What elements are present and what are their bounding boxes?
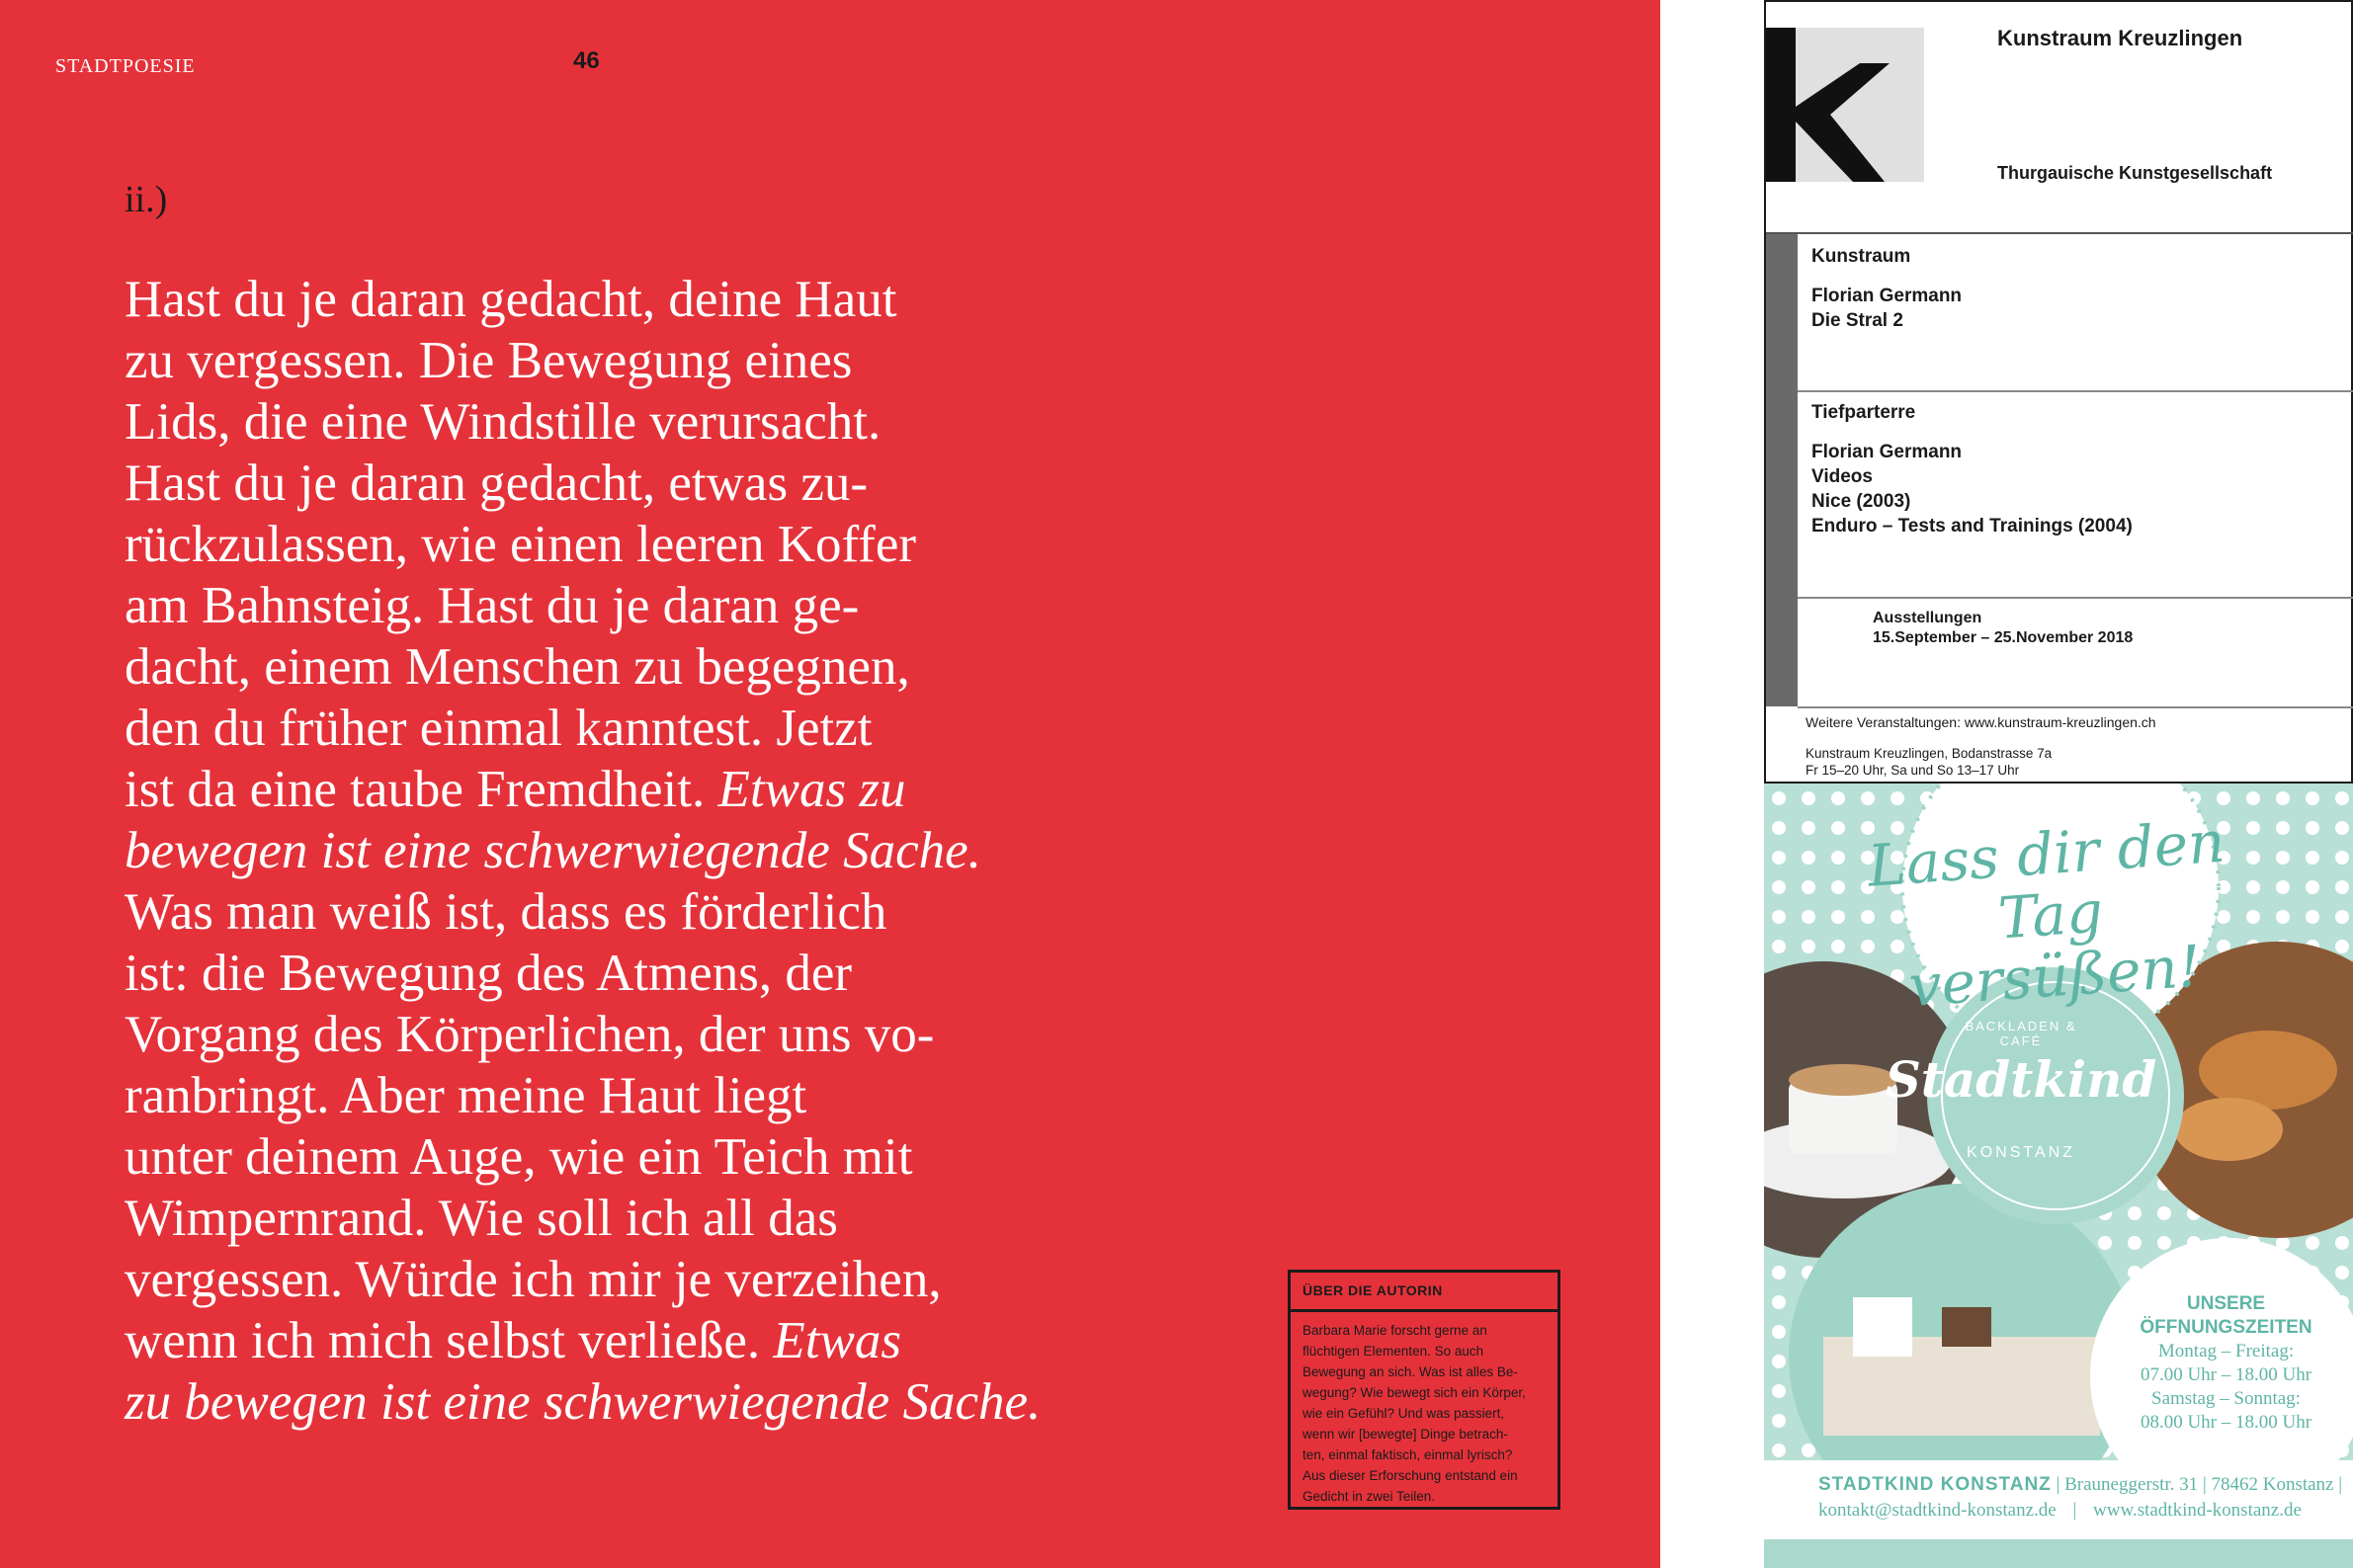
author-bio-line: flüchtigen Elementen. So auch: [1303, 1344, 1484, 1359]
exhibition-line: Nice (2003): [1811, 491, 1911, 512]
poem-line: [125, 269, 1053, 330]
hours-title-line: ÖFFNUNGSZEITEN: [2140, 1317, 2312, 1338]
poem-line-text: Wimpernrand. Wie soll ich all das: [125, 1190, 838, 1247]
poem-line-text: dacht, einem Menschen zu begegnen,: [125, 638, 910, 696]
poem-line: [125, 820, 1053, 881]
author-info-box: [1288, 1270, 1560, 1510]
author-bio-line: Aus dieser Erforschung entstand ein: [1303, 1468, 1518, 1483]
poem-line: [125, 575, 1053, 636]
footer-street: | Brauneggerstr. 31 | 78462 Konstanz |: [2056, 1474, 2343, 1495]
poem-line: [125, 1371, 1053, 1433]
footer-contact: [1818, 1500, 2302, 1522]
stadtkind-footer: [1764, 1460, 2353, 1568]
author-box-title: ÜBER DIE AUTORIN: [1291, 1273, 1557, 1312]
poem-line-text: Vorgang des Körperlichen, der uns vo-: [125, 1006, 935, 1063]
hours-line: Montag – Freitag:: [2157, 1341, 2295, 1362]
stadtkind-advertisement: [1764, 784, 2353, 1568]
page-number: 46: [573, 47, 600, 74]
footer-email[interactable]: kontakt@stadtkind-konstanz.de: [1818, 1500, 2057, 1521]
section-title: Tiefparterre: [1811, 402, 1916, 423]
exhibition-dates: [1873, 609, 2133, 648]
divider: [1798, 597, 2353, 599]
kunstraum-advertisement: [1764, 0, 2353, 784]
poem-text: [125, 269, 1053, 1433]
divider: [1798, 390, 2353, 392]
poem-line-text: Hast du je daran gedacht, deine Haut: [125, 271, 897, 328]
poem-line: [125, 514, 1053, 575]
hours-title-line: UNSERE: [2186, 1293, 2266, 1314]
poem-line: [125, 943, 1053, 1004]
poem-line: [125, 1004, 1053, 1065]
poem-line-text: vergessen. Würde ich mir je verzeihen,: [125, 1251, 942, 1308]
footer-address: [1818, 1474, 2342, 1496]
poem-line: [125, 1310, 1053, 1371]
poem-line-text: wenn ich mich selbst verließe.: [125, 1312, 761, 1369]
footer-website[interactable]: www.stadtkind-konstanz.de: [2093, 1500, 2302, 1521]
footer-separator: |: [2072, 1500, 2077, 1521]
poem-line: [125, 453, 1053, 514]
divider: [1766, 232, 2353, 234]
poem-line-text: den du früher einmal kanntest. Jetzt: [125, 700, 873, 757]
poem-line-text: ist: die Bewegung des Atmens, der: [125, 945, 852, 1002]
hours-line: Samstag – Sonntag:: [2151, 1388, 2301, 1409]
author-bio-line: wie ein Gefühl? Und was passiert,: [1303, 1406, 1505, 1421]
divider: [1798, 706, 2353, 708]
poem-line: [125, 330, 1053, 391]
author-box-body: [1291, 1312, 1557, 1507]
poem-line: [125, 391, 1053, 453]
poem-line-text: am Bahnsteig. Hast du je daran ge-: [125, 577, 860, 634]
k-logo-icon: [1766, 28, 1924, 182]
section-title: Kunstraum: [1811, 246, 1911, 267]
poem-line-text: bewegen ist eine schwerwiegende Sache.: [125, 822, 981, 879]
author-bio-line: Gedicht in zwei Teilen.: [1303, 1489, 1436, 1504]
footer-brand-name: STADTKIND KONSTANZ: [1818, 1474, 2052, 1495]
address-line: Kunstraum Kreuzlingen, Bodanstrasse 7a: [1806, 746, 2053, 761]
poem-line: [125, 881, 1053, 943]
poem-line-text: Was man weiß ist, dass es förderlich: [125, 883, 887, 941]
poem-line: [125, 1188, 1053, 1249]
poem-line-text: ranbringt. Aber meine Haut liegt: [125, 1067, 807, 1124]
kunstraum-address: [1806, 745, 2052, 779]
badge-subtitle: BACKLADEN & CAFÉ: [1965, 1019, 2077, 1048]
section-label: STADTPOESIE: [55, 55, 196, 77]
hours-line: 08.00 Uhr – 18.00 Uhr: [2140, 1412, 2312, 1433]
poem-line: [125, 636, 1053, 698]
kunstraum-society: Thurgauische Kunstgesellschaft: [1997, 163, 2273, 183]
poem-line-italic-tail: Etwas zu: [717, 761, 906, 818]
grey-sidebar: [1766, 234, 1798, 706]
exhibition-line: Florian Germann: [1811, 442, 1963, 462]
poem-line-text: Lids, die eine Windstille verursacht.: [125, 393, 882, 451]
poem-line-text: ist da eine taube Fremdheit.: [125, 761, 706, 818]
exhibition-line: Videos: [1811, 466, 1873, 487]
poem-line-text: zu vergessen. Die Bewegung eines: [125, 332, 853, 389]
kunstraum-name: Kunstraum Kreuzlingen: [1997, 26, 2243, 50]
exhibitions-dates: 15.September – 25.November 2018: [1873, 629, 2134, 646]
exhibition-line: Florian Germann: [1811, 286, 1963, 306]
poem-line-text: unter deinem Auge, wie ein Teich mit: [125, 1128, 913, 1186]
poem-line-text: Hast du je daran gedacht, etwas zu-: [125, 454, 868, 512]
author-bio-line: Barbara Marie forscht gerne an: [1303, 1323, 1487, 1338]
poem-line: [125, 1065, 1053, 1126]
badge-location: KONSTANZ: [1967, 1144, 2075, 1161]
slogan-line: Lass dir den: [1865, 807, 2227, 900]
poem-line: [125, 698, 1053, 759]
poem-line: [125, 1249, 1053, 1310]
author-bio-line: ten, einmal faktisch, einmal lyrisch?: [1303, 1447, 1513, 1462]
hours-line: 07.00 Uhr – 18.00 Uhr: [2140, 1364, 2312, 1385]
opening-hours: Fr 15–20 Uhr, Sa und So 13–17 Uhr: [1806, 763, 2020, 778]
poem-line: [125, 759, 1053, 820]
author-bio-line: Bewegung an sich. Was ist alles Be-: [1303, 1364, 1518, 1379]
exhibition-line: Enduro – Tests and Trainings (2004): [1811, 516, 2133, 536]
poem-line-text: rückzulassen, wie einen leeren Koffer: [125, 516, 917, 573]
opening-hours-block: [2115, 1292, 2337, 1435]
stadtkind-slogan: [1862, 807, 2239, 1021]
part-label: ii.): [125, 179, 168, 220]
author-bio-line: wenn wir [bewegte] Dinge betrach-: [1303, 1427, 1508, 1442]
poem-line-text: zu bewegen ist eine schwerwiegende Sache.: [125, 1373, 1042, 1431]
footer-bar: [1764, 1539, 2353, 1568]
poem-line-italic-tail: Etwas: [773, 1312, 901, 1369]
slogan-line: Tag versüßen!: [1906, 877, 2204, 1021]
stadtkind-logo: Stadtkind: [1885, 1050, 2157, 1109]
poem-line: [125, 1126, 1053, 1188]
author-bio-line: wegung? Wie bewegt sich ein Körper,: [1303, 1385, 1526, 1400]
exhibition-line: Die Stral 2: [1811, 310, 1903, 331]
more-events-link[interactable]: Weitere Veranstaltungen: www.kunstraum-kreuzlingen.ch: [1806, 714, 2156, 730]
exhibitions-label: Ausstellungen: [1873, 610, 1982, 626]
hours-title: [2115, 1292, 2337, 1340]
